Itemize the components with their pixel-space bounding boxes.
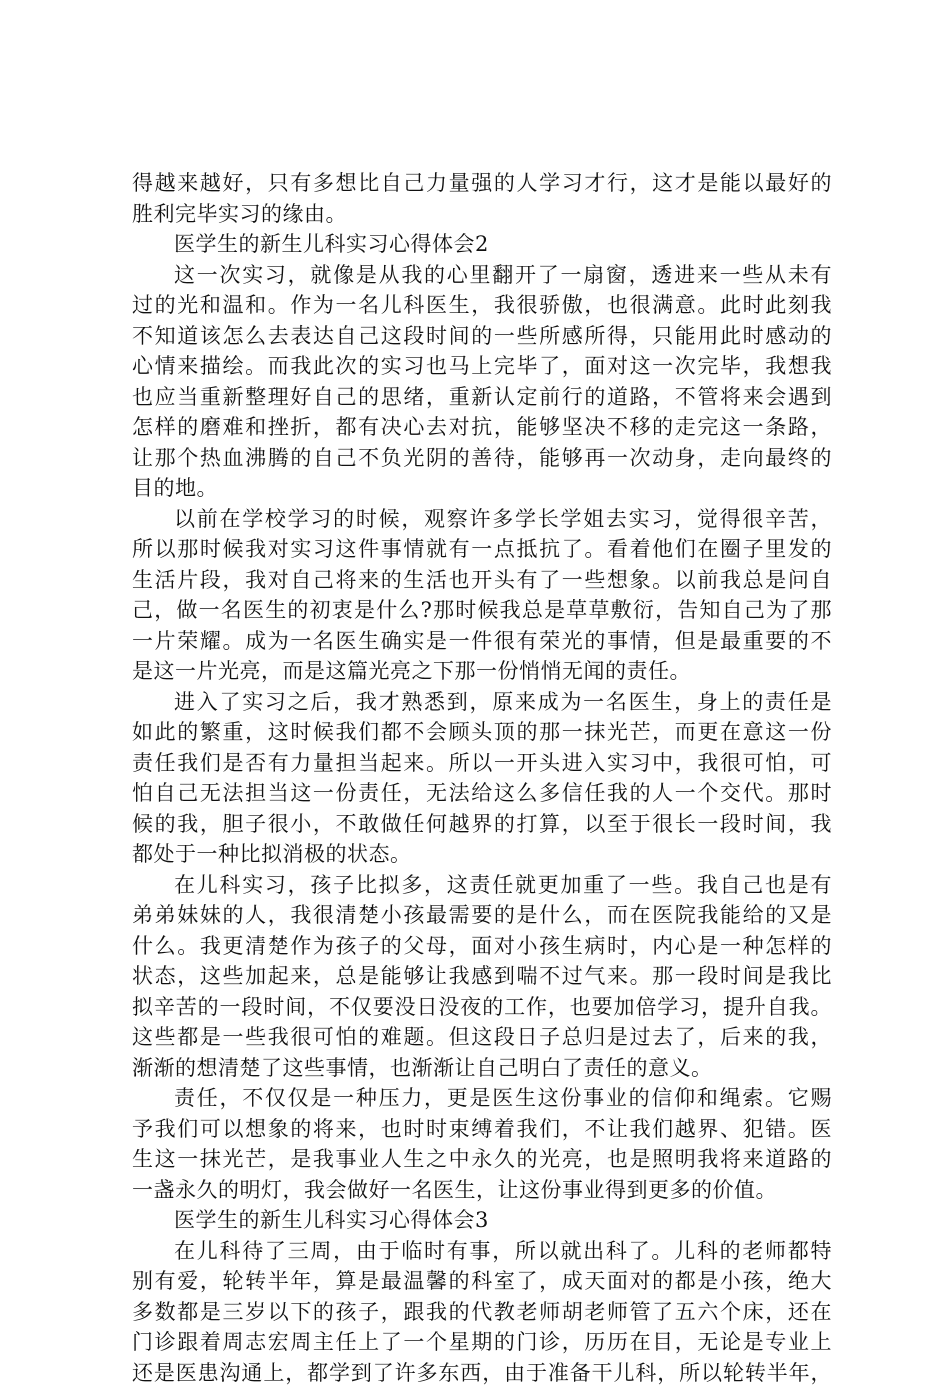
paragraph-line: 所以那时候我对实习这件事情就有一点抵抗了。看着他们在圈子里发的	[132, 534, 832, 565]
paragraph-line: 心情来描绘。而我此次的实习也马上完毕了，面对这一次完毕，我想我	[132, 351, 832, 382]
paragraph-line: 在儿科待了三周，由于临时有事，所以就出科了。儿科的老师都特	[132, 1236, 832, 1267]
paragraph-line: 门诊跟着周志宏周主任上了一个星期的门诊，历历在目，无论是专业上	[132, 1327, 832, 1358]
paragraph-line: 是这一片光亮，而是这篇光亮之下那一份悄悄无闻的责任。	[132, 656, 832, 687]
paragraph-line: 这些都是一些我很可怕的难题。但这段日子总归是过去了，后来的我，	[132, 1022, 832, 1053]
paragraph-line: 一盏永久的明灯，我会做好一名医生，让这份事业得到更多的价值。	[132, 1175, 832, 1206]
paragraph-line: 如此的繁重，这时候我们都不会顾头顶的那一抹光芒，而更在意这一份	[132, 717, 832, 748]
paragraph-line: 过的光和温和。作为一名儿科医生，我很骄傲，也很满意。此时此刻我	[132, 290, 832, 321]
paragraph-line: 别有爱，轮转半年，算是最温馨的科室了，成天面对的都是小孩，绝大	[132, 1266, 832, 1297]
paragraph-line: 己，做一名医生的初衷是什么?那时候我总是草草敷衍，告知自己为了那	[132, 595, 832, 626]
paragraph-line: 候的我，胆子很小，不敢做任何越界的打算，以至于很长一段时间，我	[132, 809, 832, 840]
paragraph-line: 生活片段，我对自己将来的生活也开头有了一些想象。以前我总是问自	[132, 565, 832, 596]
paragraph-line: 责任我们是否有力量担当起来。所以一开头进入实习中，我很可怕，可	[132, 748, 832, 779]
paragraph-line: 多数都是三岁以下的孩子，跟我的代教老师胡老师管了五六个床，还在	[132, 1297, 832, 1328]
paragraph-line: 以前在学校学习的时候，观察许多学长学姐去实习，觉得很辛苦，	[132, 504, 832, 535]
paragraph-line: 予我们可以想象的将来，也时时束缚着我们，不让我们越界、犯错。医	[132, 1114, 832, 1145]
paragraph-line: 这一次实习，就像是从我的心里翻开了一扇窗，透进来一些从未有	[132, 260, 832, 291]
paragraph-line: 什么。我更清楚作为孩子的父母，面对小孩生病时，内心是一种怎样的	[132, 931, 832, 962]
section-heading: 医学生的新生儿科实习心得体会2	[132, 229, 832, 260]
paragraph-line: 弟弟妹妹的人，我很清楚小孩最需要的是什么，而在医院我能给的又是	[132, 900, 832, 931]
paragraph-line: 还是医患沟通上，都学到了许多东西，由于准备干儿科，所以轮转半年，	[132, 1358, 832, 1388]
paragraph-line: 进入了实习之后，我才熟悉到，原来成为一名医生，身上的责任是	[132, 687, 832, 718]
paragraph-line: 都处于一种比拟消极的状态。	[132, 839, 832, 870]
paragraph-line: 拟辛苦的一段时间，不仅要没日没夜的工作，也要加倍学习，提升自我。	[132, 992, 832, 1023]
paragraph-line: 责任，不仅仅是一种压力，更是医生这份事业的信仰和绳索。它赐	[132, 1083, 832, 1114]
paragraph-line: 一片荣耀。成为一名医生确实是一件很有荣光的事情，但是最重要的不	[132, 626, 832, 657]
paragraph-line: 也应当重新整理好自己的思绪，重新认定前行的道路，不管将来会遇到	[132, 382, 832, 413]
section-heading: 医学生的新生儿科实习心得体会3	[132, 1205, 832, 1236]
paragraph-line: 生这一抹光芒，是我事业人生之中永久的光亮，也是照明我将来道路的	[132, 1144, 832, 1175]
paragraph-line: 目的地。	[132, 473, 832, 504]
document-page	[132, 168, 832, 1388]
paragraph-line: 怕自己无法担当这一份责任，无法给这么多信任我的人一个交代。那时	[132, 778, 832, 809]
paragraph-line: 不知道该怎么去表达自己这段时间的一些所感所得，只能用此时感动的	[132, 321, 832, 352]
paragraph-line: 胜利完毕实习的缘由。	[132, 199, 832, 230]
paragraph-line: 让那个热血沸腾的自己不负光阴的善待，能够再一次动身，走向最终的	[132, 443, 832, 474]
paragraph-line: 渐渐的想清楚了这些事情，也渐渐让自己明白了责任的意义。	[132, 1053, 832, 1084]
paragraph-line: 在儿科实习，孩子比拟多，这责任就更加重了一些。我自己也是有	[132, 870, 832, 901]
paragraph-line: 得越来越好，只有多想比自己力量强的人学习才行，这才是能以最好的	[132, 168, 832, 199]
paragraph-line: 怎样的磨难和挫折，都有决心去对抗，能够坚决不移的走完这一条路，	[132, 412, 832, 443]
paragraph-line: 状态，这些加起来，总是能够让我感到喘不过气来。那一段时间是我比	[132, 961, 832, 992]
